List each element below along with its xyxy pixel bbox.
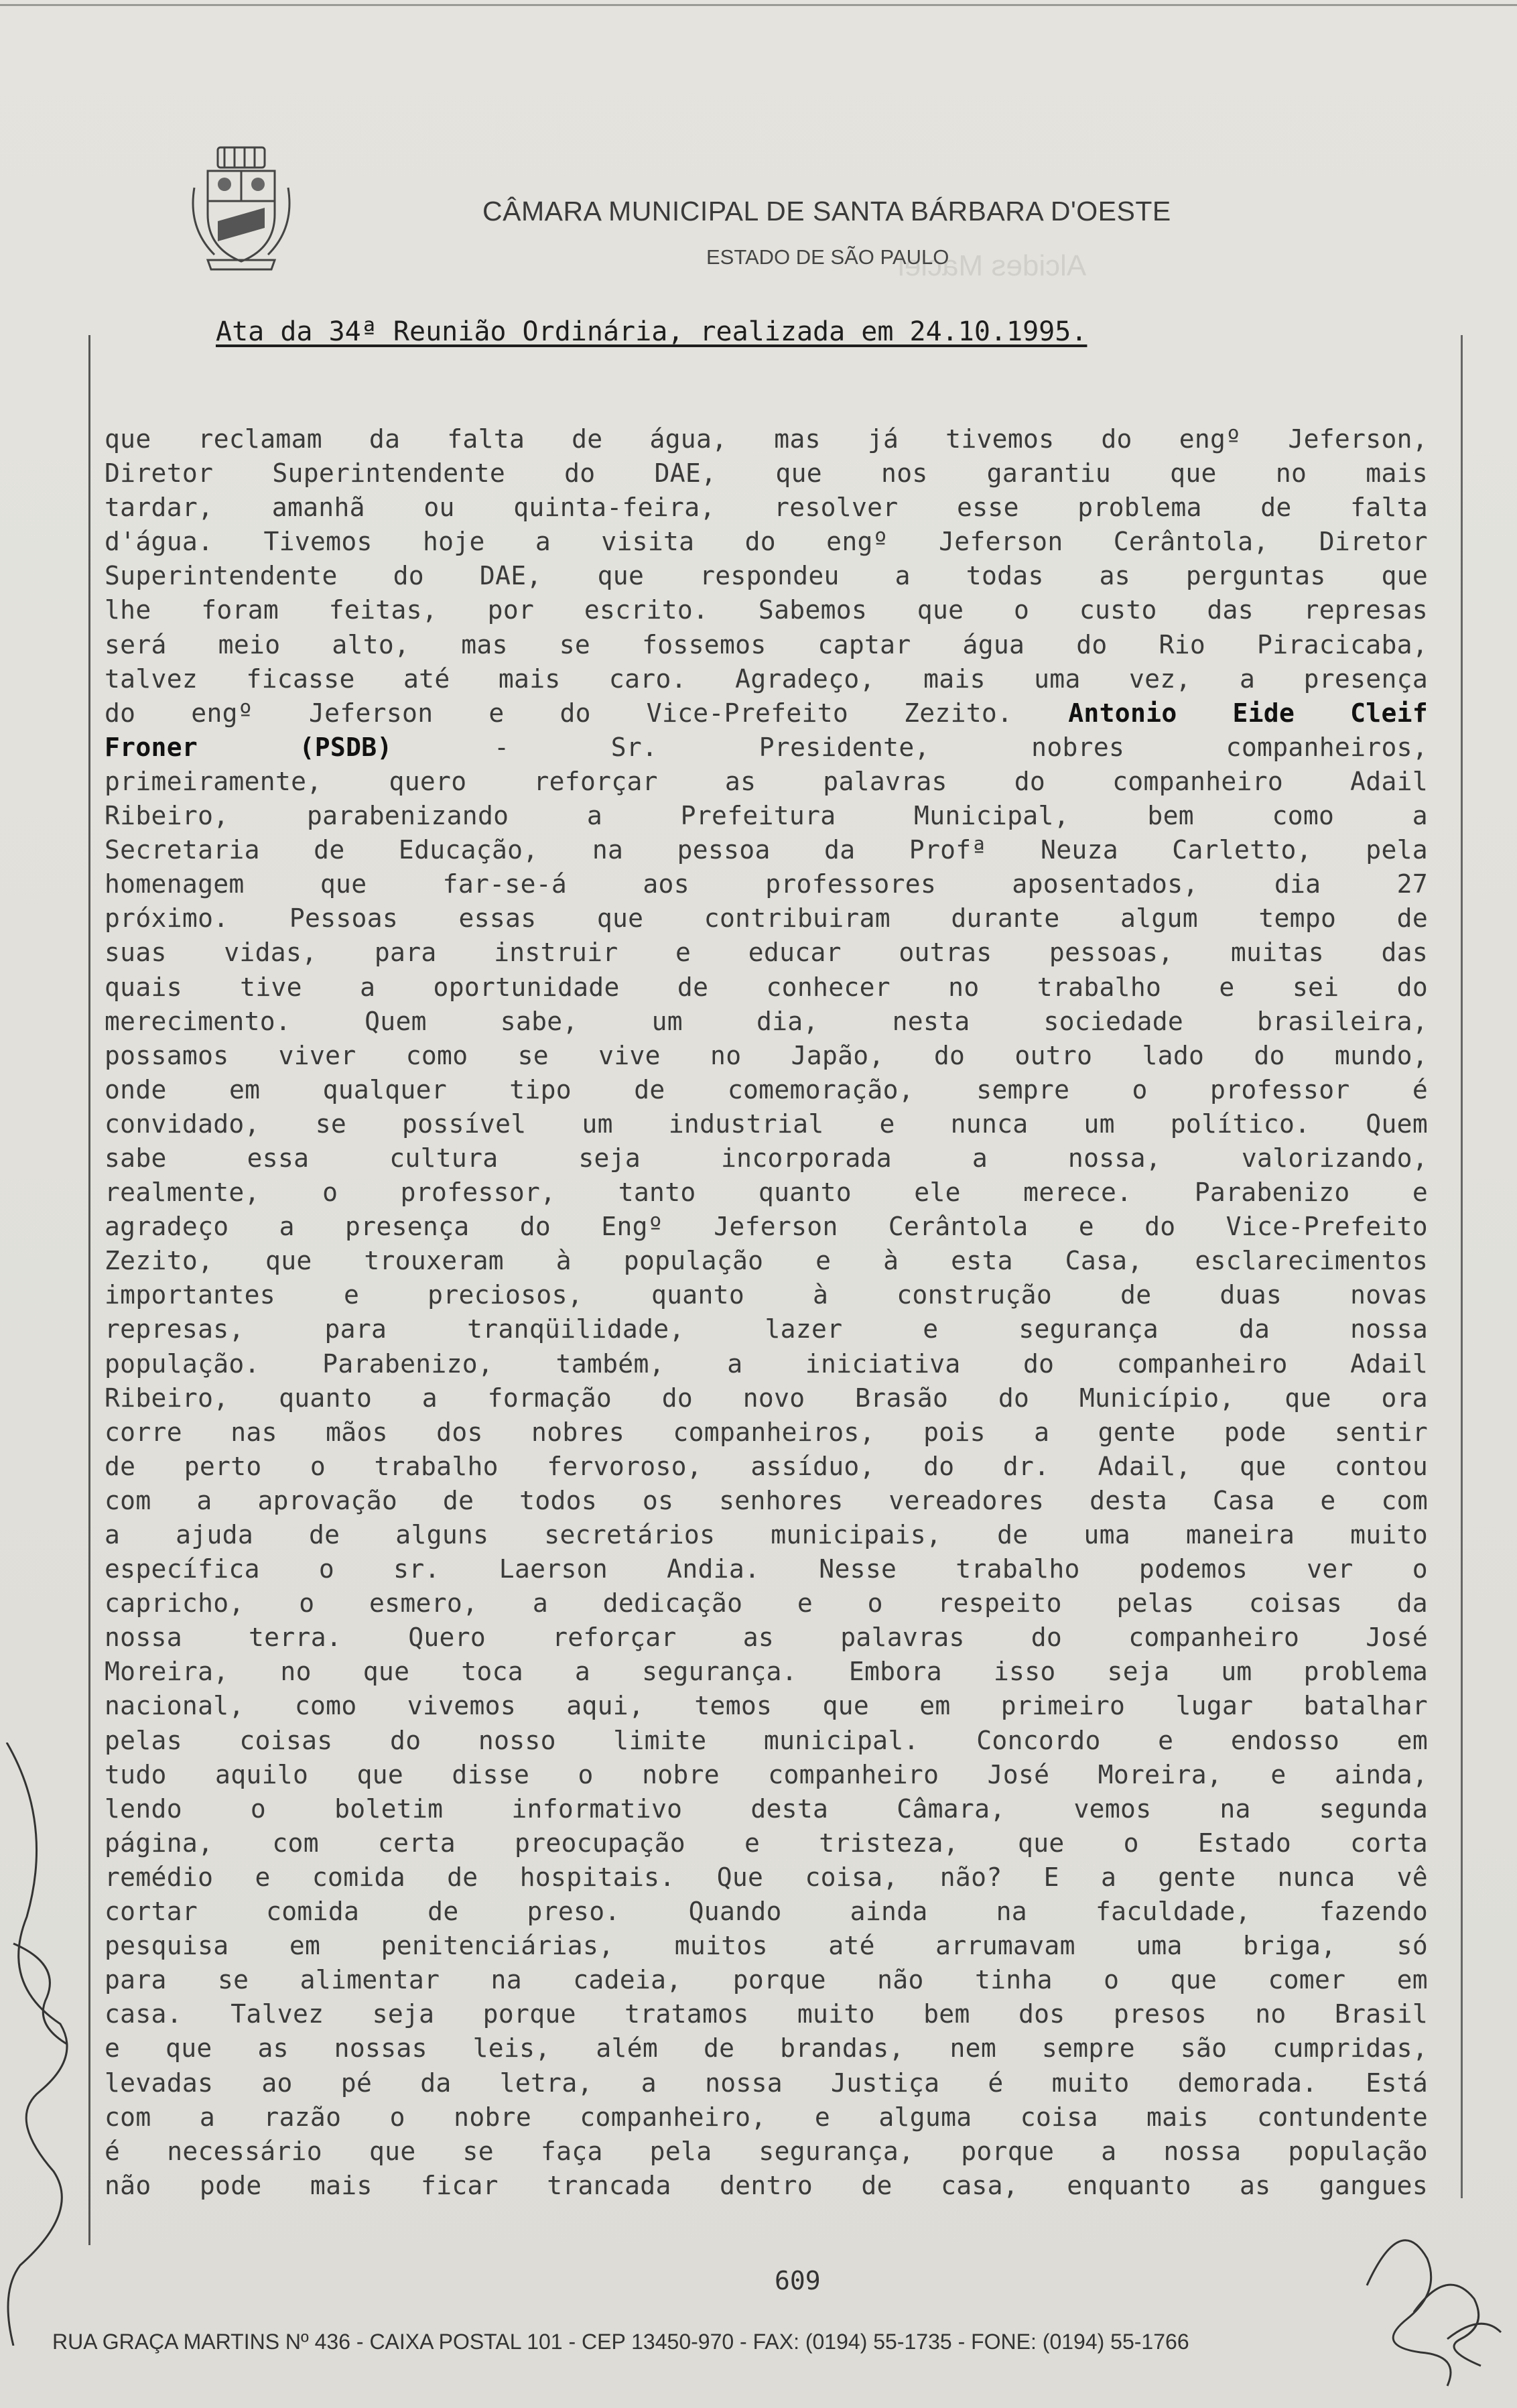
- text-line: d'água. Tivemos hoje a visita do engº Jeferson Cerântola, Diretor: [105, 527, 1428, 557]
- text-line: de perto o trabalho fervoroso, assíduo, do dr. Adail, que contou: [105, 1451, 1428, 1481]
- text-line: Secretaria de Educação, na pessoa da Profª Neuza Carletto, pela: [105, 835, 1428, 865]
- text-segment: - Sr. Presidente, nobres companheiros,: [392, 732, 1428, 762]
- text-line: é necessário que se faça pela segurança, porque a nossa população: [105, 2136, 1428, 2166]
- text-line: remédio e comida de hospitais. Que coisa, não? E a gente nunca vê: [105, 1862, 1428, 1892]
- text-line: convidado, se possível um industrial e nunca um político. Quem: [105, 1108, 1428, 1139]
- text-line: primeiramente, quero reforçar as palavras do companheiro Adail: [105, 766, 1428, 796]
- text-line: [105, 731, 1428, 765]
- text-line: homenagem que far-se-á aos professores aposentados, dia 27: [105, 869, 1428, 899]
- text-line: levadas ao pé da letra, a nossa Justiça é muito demorada. Está: [105, 2068, 1428, 2098]
- margin-signature-right: [1347, 2185, 1514, 2406]
- left-frame-rule: [88, 335, 90, 2245]
- text-line: lendo o boletim informativo desta Câmara, vemos na segunda: [105, 1793, 1428, 1824]
- text-line: e que as nossas leis, além de brandas, nem sempre são cumpridas,: [105, 2033, 1428, 2064]
- text-line: pesquisa em penitenciárias, muitos até arrumavam uma briga, só: [105, 1931, 1428, 1961]
- text-line: casa. Talvez seja porque tratamos muito bem dos presos no Brasil: [105, 1999, 1428, 2029]
- speaker-name: Antonio Eide Cleif: [1068, 698, 1428, 728]
- text-line: talvez ficasse até mais caro. Agradeço, mais uma vez, a presença: [105, 663, 1428, 694]
- text-line: pelas coisas do nosso limite municipal. Concordo e endosso em: [105, 1725, 1428, 1755]
- text-line: suas vidas, para instruir e educar outras pessoas, muitas das: [105, 938, 1428, 968]
- text-line: Superintendente do DAE, que respondeu a todas as perguntas que: [105, 561, 1428, 591]
- institution-name: CÂMARA MUNICIPAL DE SANTA BÁRBARA D'OESTE: [482, 196, 1171, 227]
- scan-edge: [0, 4, 1517, 6]
- text-line: a ajuda de alguns secretários municipais, de uma maneira muito: [105, 1520, 1428, 1549]
- text-line: realmente, o professor, tanto quanto ele merece. Parabenizo e: [105, 1178, 1428, 1208]
- text-line: represas, para tranqüilidade, lazer e segurança da nossa: [105, 1314, 1428, 1344]
- text-line: agradeço a presença do Engº Jeferson Cerântola e do Vice-Prefeito: [105, 1212, 1428, 1242]
- text-line: importantes e preciosos, quanto à construção de duas novas: [105, 1280, 1428, 1310]
- text-line: [105, 696, 1428, 731]
- text-line: para se alimentar na cadeia, porque não tinha o que comer em: [105, 1965, 1428, 1995]
- margin-signature-left: [0, 1742, 87, 2346]
- minute-body: [105, 422, 1428, 2203]
- text-line: corre nas mãos dos nobres companheiros, pois a gente pode sentir: [105, 1417, 1428, 1447]
- page-number: 609: [775, 2266, 821, 2295]
- text-line: quais tive a oportunidade de conhecer no trabalho e sei do: [105, 972, 1428, 1002]
- text-line: lhe foram feitas, por escrito. Sabemos que o custo das represas: [105, 595, 1428, 625]
- text-line: página, com certa preocupação e tristeza, que o Estado corta: [105, 1828, 1428, 1858]
- text-line: Moreira, no que toca a segurança. Embora isso seja um problema: [105, 1657, 1428, 1687]
- text-line: será meio alto, mas se fossemos captar água do Rio Piracicaba,: [105, 629, 1428, 659]
- text-line: sabe essa cultura seja incorporada a nossa, valorizando,: [105, 1143, 1428, 1173]
- text-line: nacional, como vivemos aqui, temos que em primeiro lugar batalhar: [105, 1691, 1428, 1721]
- right-frame-rule: [1461, 335, 1463, 2198]
- text-line: capricho, o esmero, a dedicação e o respeito pelas coisas da: [105, 1588, 1428, 1619]
- bleed-through-text: Alcides Maciel: [898, 249, 1087, 282]
- text-line: Ribeiro, parabenizando a Prefeitura Municipal, bem como a: [105, 801, 1428, 831]
- text-line: merecimento. Quem sabe, um dia, nesta sociedade brasileira,: [105, 1006, 1428, 1036]
- text-line: Ribeiro, quanto a formação do novo Brasão do Município, que ora: [105, 1383, 1428, 1413]
- text-line: com a aprovação de todos os senhores vereadores desta Casa e com: [105, 1485, 1428, 1515]
- text-line: não pode mais ficar trancada dentro de casa, enquanto as gangues: [105, 2170, 1428, 2200]
- text-line: Diretor Superintendente do DAE, que nos garantiu que no mais: [105, 458, 1428, 489]
- text-line: nossa terra. Quero reforçar as palavras do companheiro José: [105, 1623, 1428, 1653]
- text-line: população. Parabenizo, também, a iniciativa do companheiro Adail: [105, 1348, 1428, 1379]
- speaker-party: Froner (PSDB): [105, 732, 393, 762]
- text-line: possamos viver como se vive no Japão, do outro lado do mundo,: [105, 1040, 1428, 1070]
- text-line: onde em qualquer tipo de comemoração, sempre o professor é: [105, 1074, 1428, 1104]
- text-line: tudo aquilo que disse o nobre companheiro José Moreira, e ainda,: [105, 1759, 1428, 1789]
- text-line: específica o sr. Laerson Andia. Nesse trabalho podemos ver o: [105, 1554, 1428, 1584]
- state-name: ESTADO DE SÃO PAULO: [706, 245, 949, 269]
- text-segment: do engº Jeferson e do Vice-Prefeito Zezito.: [105, 698, 1069, 728]
- municipal-coat-of-arms: [188, 141, 295, 275]
- text-line: tardar, amanhã ou quinta-feira, resolver esse problema de falta: [105, 493, 1428, 523]
- text-line: com a razão o nobre companheiro, e alguma coisa mais contundente: [105, 2102, 1428, 2132]
- text-line: próximo. Pessoas essas que contribuiram durante algum tempo de: [105, 903, 1428, 934]
- text-line: que reclamam da falta de água, mas já tivemos do engº Jeferson,: [105, 424, 1428, 454]
- text-line: Zezito, que trouxeram à população e à esta Casa, esclarecimentos: [105, 1246, 1428, 1276]
- footer-address: RUA GRAÇA MARTINS Nº 436 - CAIXA POSTAL 101 - CEP 13450-970 - FAX: (0194) 55-1735 - FONE: (0194) 55-1766: [52, 2330, 1189, 2354]
- minute-title: Ata da 34ª Reunião Ordinária, realizada em 24.10.1995.: [216, 316, 1087, 347]
- text-line: cortar comida de preso. Quando ainda na faculdade, fazendo: [105, 1897, 1428, 1927]
